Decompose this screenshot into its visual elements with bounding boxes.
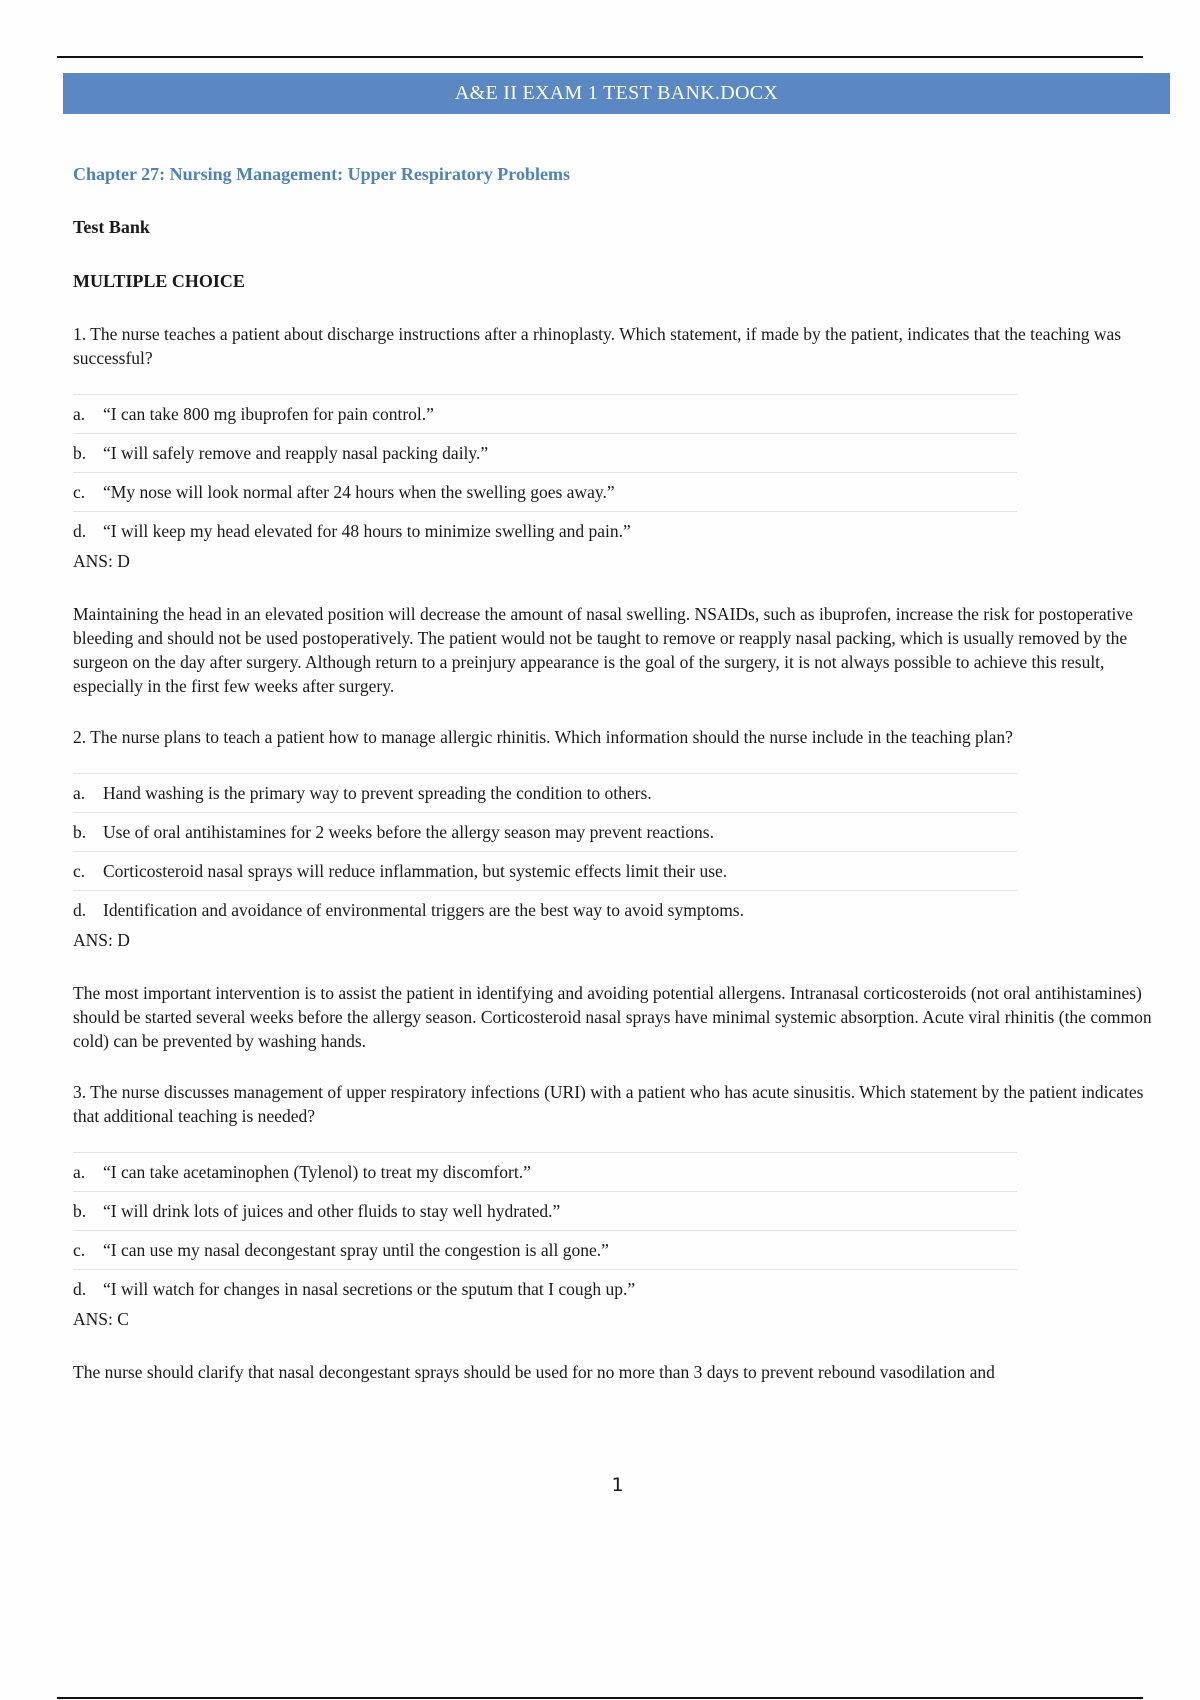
option-item bbox=[73, 1270, 1017, 1301]
option-letter: c. bbox=[73, 861, 86, 881]
option-letter: a. bbox=[73, 404, 86, 424]
option-text: “I can take 800 mg ibuprofen for pain control.” bbox=[103, 404, 434, 424]
option-item bbox=[73, 434, 1017, 473]
option-list bbox=[73, 773, 1017, 922]
option-text: “I can use my nasal decongestant spray until the congestion is all gone.” bbox=[103, 1240, 609, 1260]
option-text: “I can take acetaminophen (Tylenol) to treat my discomfort.” bbox=[103, 1162, 531, 1182]
option-text: Corticosteroid nasal sprays will reduce inflammation, but systemic effects limit their use. bbox=[103, 861, 728, 881]
option-letter: c. bbox=[73, 1240, 86, 1260]
document-body bbox=[73, 160, 1155, 1384]
document-title-banner: A&E II EXAM 1 TEST BANK.DOCX bbox=[63, 73, 1170, 114]
option-text: “My nose will look normal after 24 hours when the swelling goes away.” bbox=[103, 482, 615, 502]
answer-key: ANS: D bbox=[73, 551, 130, 571]
footer-rule bbox=[57, 1697, 1143, 1699]
option-item bbox=[73, 813, 1017, 852]
option-text: Hand washing is the primary way to prevent spreading the condition to others. bbox=[103, 783, 652, 803]
option-item bbox=[73, 512, 1017, 543]
option-text: Use of oral antihistamines for 2 weeks before the allergy season may prevent reactions. bbox=[103, 822, 714, 842]
answer-key: ANS: D bbox=[73, 930, 130, 950]
option-item bbox=[73, 473, 1017, 512]
option-item bbox=[73, 1153, 1017, 1192]
page-number: 1 bbox=[611, 1474, 624, 1496]
option-item bbox=[73, 852, 1017, 891]
option-text: Identification and avoidance of environmental triggers are the best way to avoid symptoms. bbox=[103, 900, 744, 920]
option-text: “I will drink lots of juices and other fluids to stay well hydrated.” bbox=[103, 1201, 561, 1221]
option-letter: d. bbox=[73, 1279, 87, 1299]
option-item bbox=[73, 891, 1017, 922]
question-stem: 3. The nurse discusses management of upper respiratory infections (URI) with a patient who has acute sinusitis. Which statement by the patient indicates that additional teaching is needed? bbox=[73, 1082, 1144, 1126]
option-list bbox=[73, 394, 1017, 543]
question-stem: 2. The nurse plans to teach a patient how to manage allergic rhinitis. Which information should the nurse include in the teaching plan? bbox=[73, 727, 1013, 747]
rationale-text: The most important intervention is to assist the patient in identifying and avoiding potential allergens. Intranasal corticosteroids (not oral antihistamines) should be started several weeks before the allergy season. Corticosteroid nasal sprays have minimal systemic absorption. Acute viral rhinitis (the common cold) can be prevented by washing hands. bbox=[73, 983, 1152, 1051]
option-letter: b. bbox=[73, 443, 87, 463]
option-letter: a. bbox=[73, 1162, 86, 1182]
option-item bbox=[73, 1231, 1017, 1270]
option-text: “I will watch for changes in nasal secretions or the sputum that I cough up.” bbox=[103, 1279, 636, 1299]
option-letter: c. bbox=[73, 482, 86, 502]
header-rule bbox=[57, 56, 1143, 58]
question-type-heading: MULTIPLE CHOICE bbox=[73, 271, 245, 291]
chapter-title: Chapter 27: Nursing Management: Upper Respiratory Problems bbox=[73, 164, 570, 184]
option-letter: b. bbox=[73, 822, 87, 842]
option-list bbox=[73, 1152, 1017, 1301]
option-letter: d. bbox=[73, 900, 87, 920]
option-letter: b. bbox=[73, 1201, 87, 1221]
option-text: “I will safely remove and reapply nasal packing daily.” bbox=[103, 443, 489, 463]
section-label: Test Bank bbox=[73, 217, 150, 237]
option-letter: a. bbox=[73, 783, 86, 803]
answer-key: ANS: C bbox=[73, 1309, 129, 1329]
rationale-text: Maintaining the head in an elevated position will decrease the amount of nasal swelling. NSAIDs, such as ibuprofen, increase the risk for postoperative bleeding and should not be used postoperatively. The patient would not be taught to remove or reapply nasal packing, which is usually removed by the surgeon on the day after surgery. Although return to a preinjury appearance is the goal of the surgery, it is not always possible to achieve this result, especially in the first few weeks after surgery. bbox=[73, 604, 1133, 696]
rationale-text: The nurse should clarify that nasal decongestant sprays should be used for no more than 3 days to prevent rebound vasodilation and bbox=[73, 1362, 995, 1382]
option-item bbox=[73, 774, 1017, 813]
question-stem: 1. The nurse teaches a patient about discharge instructions after a rhinoplasty. Which statement, if made by the patient, indicates that the teaching was successful? bbox=[73, 324, 1122, 368]
option-item bbox=[73, 1192, 1017, 1231]
option-item bbox=[73, 395, 1017, 434]
option-letter: d. bbox=[73, 521, 87, 541]
option-text: “I will keep my head elevated for 48 hours to minimize swelling and pain.” bbox=[103, 521, 631, 541]
